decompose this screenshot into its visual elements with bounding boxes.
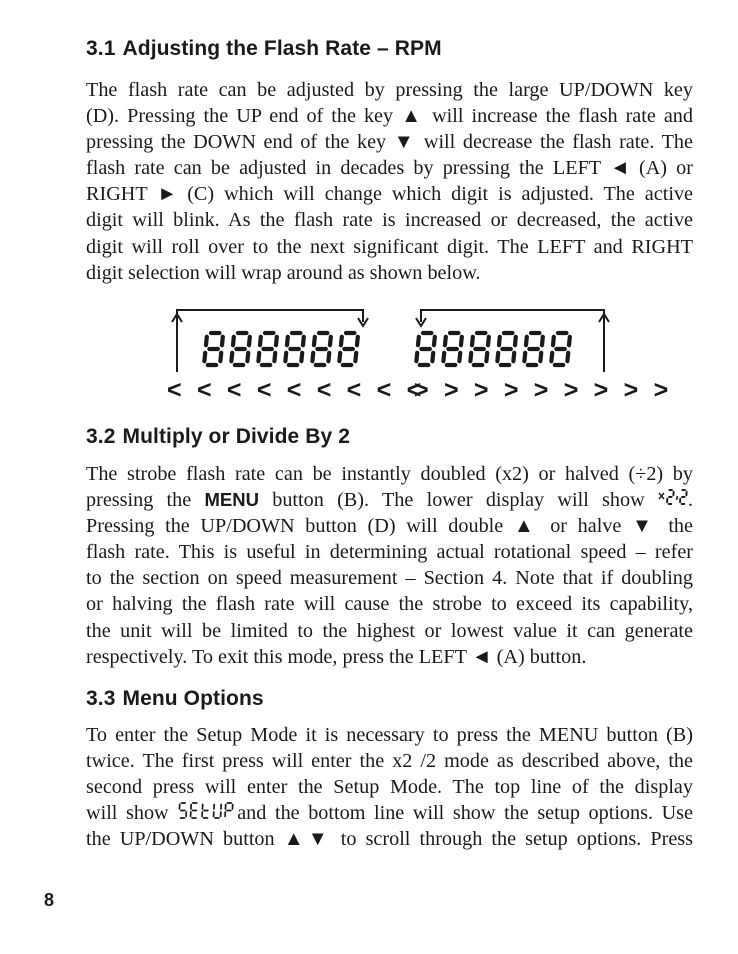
text-segment: and the bottom line will show the setup options. Use — [237, 802, 694, 825]
lcd-segment-e — [551, 353, 552, 361]
lcd-segment-c — [274, 353, 275, 361]
section-3-2-paragraph — [86, 461, 693, 670]
section-3-3-heading — [86, 687, 264, 711]
text-line: digit will roll over to the next significant digit. The LEFT and RIGHT — [86, 235, 693, 258]
lcd-segment-b — [276, 337, 277, 345]
text-line: The strobe flash rate can be instantly doubled (x2) or halved (÷2) by — [86, 463, 693, 485]
lcd-digit — [204, 333, 222, 365]
text-line: RIGHT ► (C) which will change which digit is adjusted. The active — [86, 183, 693, 206]
lcd-segment-e — [204, 353, 205, 361]
lcd-segment-e — [312, 353, 313, 361]
text-line: respectively. To exit this mode, press the LEFT ◄ (A) button. — [86, 645, 587, 668]
text-line: or halving the flash rate will cause the strobe to exceed its capability, — [86, 593, 693, 616]
text-line: digit selection will wrap around as shown below. — [86, 261, 481, 284]
lcd-segment-b — [434, 337, 435, 345]
lcd-digit — [497, 333, 515, 365]
lcd-segment-b — [461, 337, 462, 345]
lcd-digit — [214, 805, 222, 818]
section-number: 3.2 — [86, 425, 116, 448]
text-line-with-display — [86, 487, 693, 513]
lcd-segment-c — [432, 353, 433, 361]
lcd-segment-f — [526, 337, 527, 345]
lcd-segment-f — [418, 337, 419, 345]
lcd-x-glyph — [659, 493, 664, 499]
lcd-digit — [225, 803, 233, 816]
section-3-1-paragraph — [86, 77, 693, 286]
lcd-segment-e — [497, 353, 498, 361]
lcd-segment-e — [285, 353, 286, 361]
lcd-segment-f — [445, 337, 446, 345]
setup-lcd-glyph — [177, 800, 237, 822]
text-line: Pressing the UP/DOWN button (D) will double ▲ or halve ▼ the — [86, 515, 693, 538]
section-3-1-heading — [86, 37, 442, 61]
lcd-digit — [285, 333, 303, 365]
text-segment: pressing the — [86, 489, 205, 512]
lcd-segment-e — [339, 353, 340, 361]
lcd-digit — [551, 333, 569, 365]
lcd-digit — [470, 333, 488, 365]
section-number: 3.1 — [86, 37, 116, 60]
text-segment: button (B). The lower display will show — [258, 489, 658, 512]
lcd-segment-b — [488, 337, 489, 345]
lcd-digit — [231, 333, 249, 365]
text-line-with-display — [86, 800, 693, 826]
lcd-digit — [416, 333, 434, 365]
text-line: pressing the DOWN end of the key ▼ will decrease the flash rate. The — [86, 131, 693, 154]
lcd-segment-f — [206, 337, 207, 345]
lcd-digit — [191, 803, 197, 818]
lcd-segment-e — [524, 353, 525, 361]
text-line: flash rate can be adjusted in decades by pressing the LEFT ◄ (A) or — [86, 157, 693, 180]
lcd-segment-c — [486, 353, 487, 361]
lcd-segment-e — [416, 353, 417, 361]
lcd-digit — [667, 490, 674, 504]
lcd-segment-b — [303, 337, 304, 345]
text-line: second press will enter the Setup Mode. The top line of the display — [86, 776, 693, 799]
text-segment: . — [687, 489, 693, 512]
lcd-digit — [180, 803, 187, 818]
lcd-segment-e — [443, 353, 444, 361]
lcd-digit — [202, 805, 208, 818]
section-number: 3.3 — [86, 687, 116, 710]
lcd-digit — [339, 333, 357, 365]
lcd-segment-c — [247, 353, 248, 361]
section-3-2-heading — [86, 425, 350, 449]
lcd-segment-b — [222, 337, 223, 345]
lcd-segment-b — [330, 337, 331, 345]
text-line: flash rate. This is useful in determining actual rotational speed – refer — [86, 541, 693, 564]
page-number: 8 — [44, 890, 55, 910]
lcd-segment-b — [249, 337, 250, 345]
lcd-segment-f — [553, 337, 554, 345]
lcd-digit — [312, 333, 330, 365]
digit-wrap-diagram — [160, 300, 620, 376]
lcd-segment-b — [542, 337, 543, 345]
x2-half-lcd-glyph — [658, 487, 688, 509]
lcd-digit — [443, 333, 461, 365]
lcd-segment-c — [459, 353, 460, 361]
lcd-segment-f — [287, 337, 288, 345]
lcd-segment-c — [567, 353, 568, 361]
lcd-display-left — [204, 333, 357, 365]
text-line: To enter the Setup Mode it is necessary to press the MENU button (B) — [86, 724, 693, 746]
lcd-segment-c — [355, 353, 356, 361]
right-arrow-sequence: > > > > > > > > > — [414, 376, 673, 404]
text-line: to the section on speed measurement – Section 4. Note that if doubling — [86, 567, 693, 590]
lcd-digit — [680, 490, 687, 504]
section-3-3-paragraph — [86, 722, 693, 852]
lcd-segment-f — [472, 337, 473, 345]
lcd-segment-e — [258, 353, 259, 361]
lcd-segment-c — [220, 353, 221, 361]
lcd-segment-f — [233, 337, 234, 345]
section-title: Adjusting the Flash Rate – RPM — [122, 37, 442, 60]
section-title: Menu Options — [122, 687, 264, 710]
text-line: the unit will be limited to the highest or lowest value it can generate — [86, 619, 693, 642]
text-line: twice. The first press will enter the x2 /2 mode as described above, the — [86, 750, 693, 773]
lcd-segment-e — [231, 353, 232, 361]
lcd-segment-e — [470, 353, 471, 361]
lcd-segment-f — [341, 337, 342, 345]
lcd-digit — [258, 333, 276, 365]
section-title: Multiply or Divide By 2 — [122, 425, 351, 448]
menu-button-label: MENU — [204, 489, 259, 511]
lcd-segment-b — [515, 337, 516, 345]
lcd-slash — [676, 496, 677, 500]
text-segment: will show — [86, 802, 178, 825]
lcd-digit — [524, 333, 542, 365]
lcd-segment-f — [499, 337, 500, 345]
lcd-display-right — [416, 333, 569, 365]
text-line: The flash rate can be adjusted by pressing the large UP/DOWN key — [86, 79, 693, 101]
lcd-segment-c — [540, 353, 541, 361]
text-line: digit will blink. As the flash rate is increased or decreased, the active — [86, 209, 693, 232]
lcd-segment-c — [328, 353, 329, 361]
lcd-segment-b — [569, 337, 570, 345]
lcd-segment-b — [357, 337, 358, 345]
lcd-segment-f — [260, 337, 261, 345]
text-line: (D). Pressing the UP end of the key ▲ will increase the flash rate and — [86, 105, 693, 128]
left-arrow-sequence: < < < < < < < < < — [167, 376, 426, 404]
text-line: the UP/DOWN button ▲▼ to scroll through the setup options. Press — [86, 828, 693, 851]
lcd-segment-c — [513, 353, 514, 361]
lcd-segment-f — [314, 337, 315, 345]
lcd-segment-c — [301, 353, 302, 361]
